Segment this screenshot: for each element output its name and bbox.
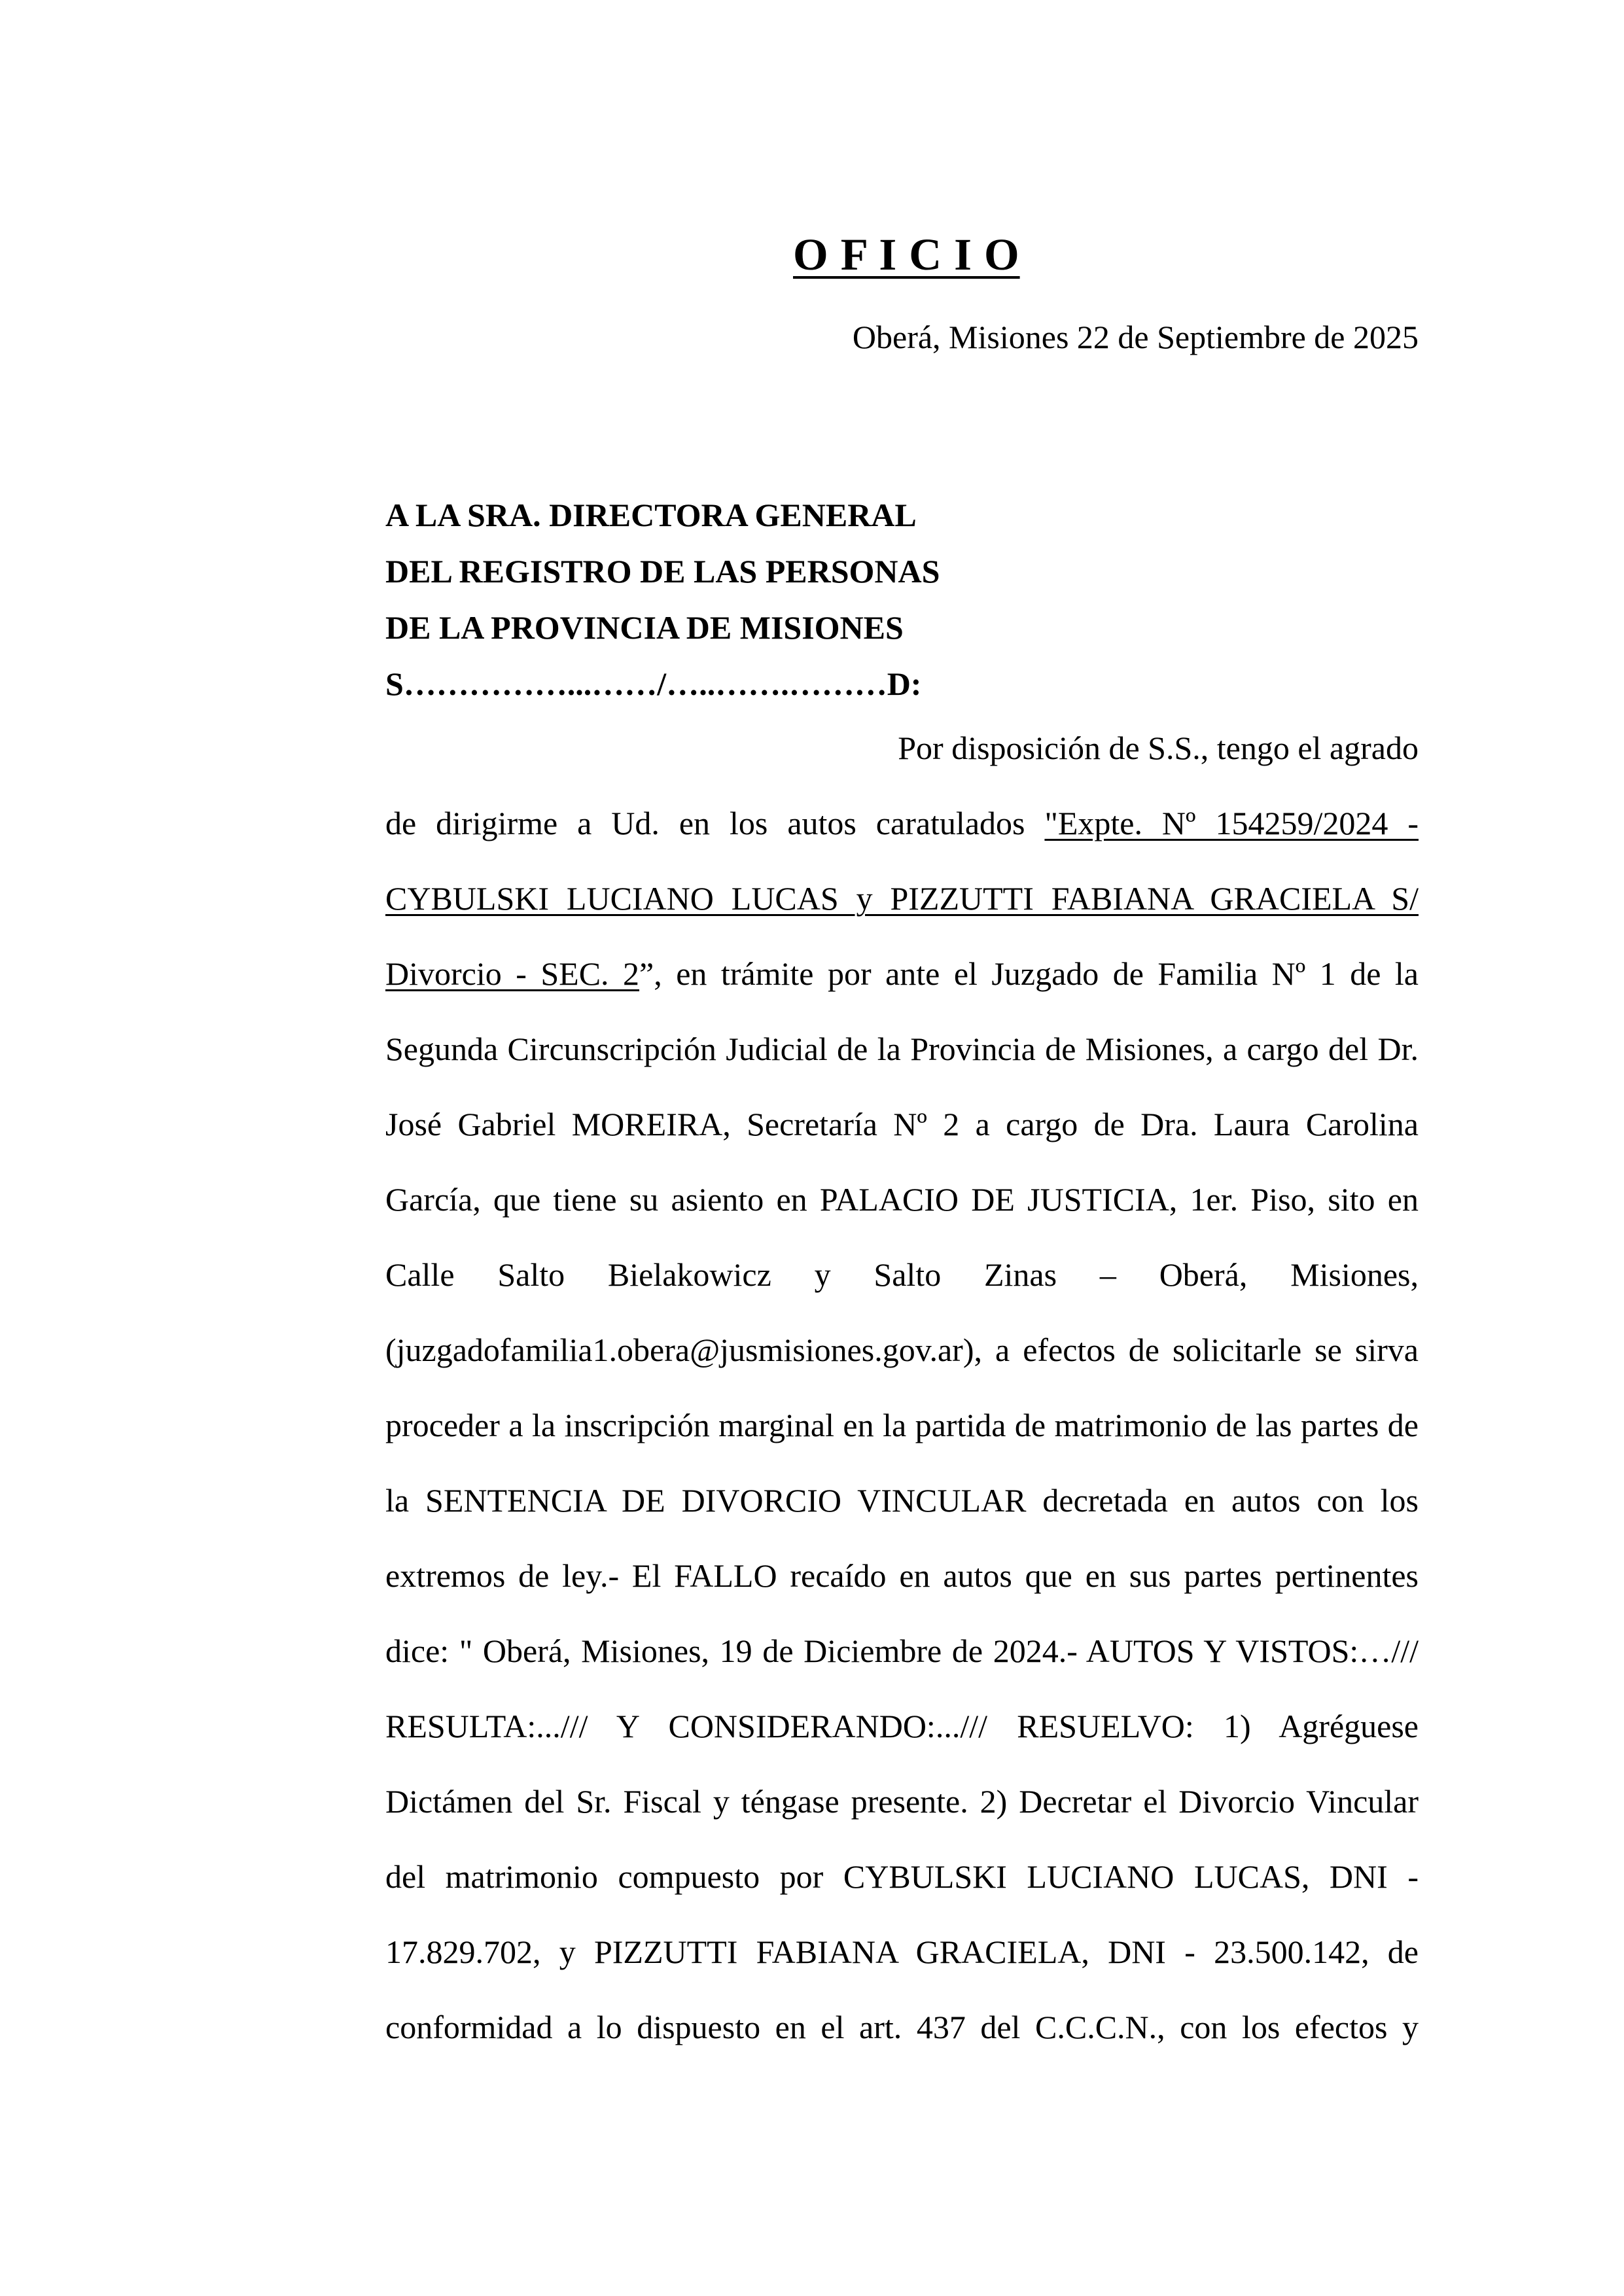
body-line: 17.829.702, y PIZZUTTI FABIANA GRACIELA, DNI - 23.500.142, de: [385, 1934, 1419, 1970]
body-line: [385, 786, 1419, 861]
addressee-line: DE LA PROVINCIA DE MISIONES: [385, 609, 904, 646]
body-line: RESULTA:.../// Y CONSIDERANDO:.../// RESUELVO: 1) Agréguese: [385, 1708, 1419, 1744]
body-line-text: Por disposición de S.S., tengo el agrado: [898, 730, 1419, 766]
body-line-text: ”, en trámite por ante el Juzgado de Familia Nº 1 de la: [639, 955, 1419, 992]
body-line: proceder a la inscripción marginal en la partida de matrimonio de las partes de: [385, 1407, 1419, 1443]
body-line: del matrimonio compuesto por CYBULSKI LUCIANO LUCAS, DNI -: [385, 1858, 1419, 1895]
date-line: Oberá, Misiones 22 de Septiembre de 2025: [852, 319, 1419, 355]
body-line: Calle Salto Bielakowicz y Salto Zinas – Oberá, Misiones,: [385, 1256, 1419, 1293]
body-line: [385, 936, 1419, 1012]
body-line: Dictámen del Sr. Fiscal y téngase presente. 2) Decretar el Divorcio Vincular: [385, 1783, 1419, 1820]
body-line: José Gabriel MOREIRA, Secretaría Nº 2 a cargo de Dra. Laura Carolina: [385, 1106, 1419, 1142]
body-line: [385, 711, 1419, 786]
body-line: dice: " Oberá, Misiones, 19 de Diciembre de 2024.- AUTOS Y VISTOS:…///: [385, 1633, 1419, 1669]
body-line: Segunda Circunscripción Judicial de la Provincia de Misiones, a cargo del Dr.: [385, 1031, 1419, 1067]
addressee-line: S……………...……/…..…….………D:: [385, 665, 922, 702]
body-line: extremos de ley.- El FALLO recaído en autos que en sus partes pertinentes: [385, 1557, 1419, 1594]
body-text: [385, 711, 1419, 2065]
addressee-line: DEL REGISTRO DE LAS PERSONAS: [385, 553, 940, 590]
body-line: conformidad a lo dispuesto en el art. 437 del C.C.C.N., con los efectos y: [385, 2009, 1419, 2045]
addressee-block: [385, 487, 940, 712]
body-line-text: de dirigirme a Ud. en los autos caratulados: [385, 805, 1025, 841]
body-line: [385, 861, 1419, 936]
body-line: García, que tiene su asiento en PALACIO DE JUSTICIA, 1er. Piso, sito en: [385, 1181, 1419, 1218]
body-line: la SENTENCIA DE DIVORCIO VINCULAR decretada en autos con los: [385, 1482, 1419, 1519]
case-reference: Divorcio - SEC. 2: [385, 955, 640, 992]
case-reference: "Expte. Nº 154259/2024 -: [1044, 805, 1419, 841]
document-title: O F I C I O: [793, 230, 1020, 279]
addressee-line: A LA SRA. DIRECTORA GENERAL: [385, 497, 917, 533]
case-reference: CYBULSKI LUCIANO LUCAS y PIZZUTTI FABIANA GRACIELA S/: [385, 880, 1419, 917]
body-line: (juzgadofamilia1.obera@jusmisiones.gov.ar), a efectos de solicitarle se sirva: [385, 1332, 1419, 1368]
